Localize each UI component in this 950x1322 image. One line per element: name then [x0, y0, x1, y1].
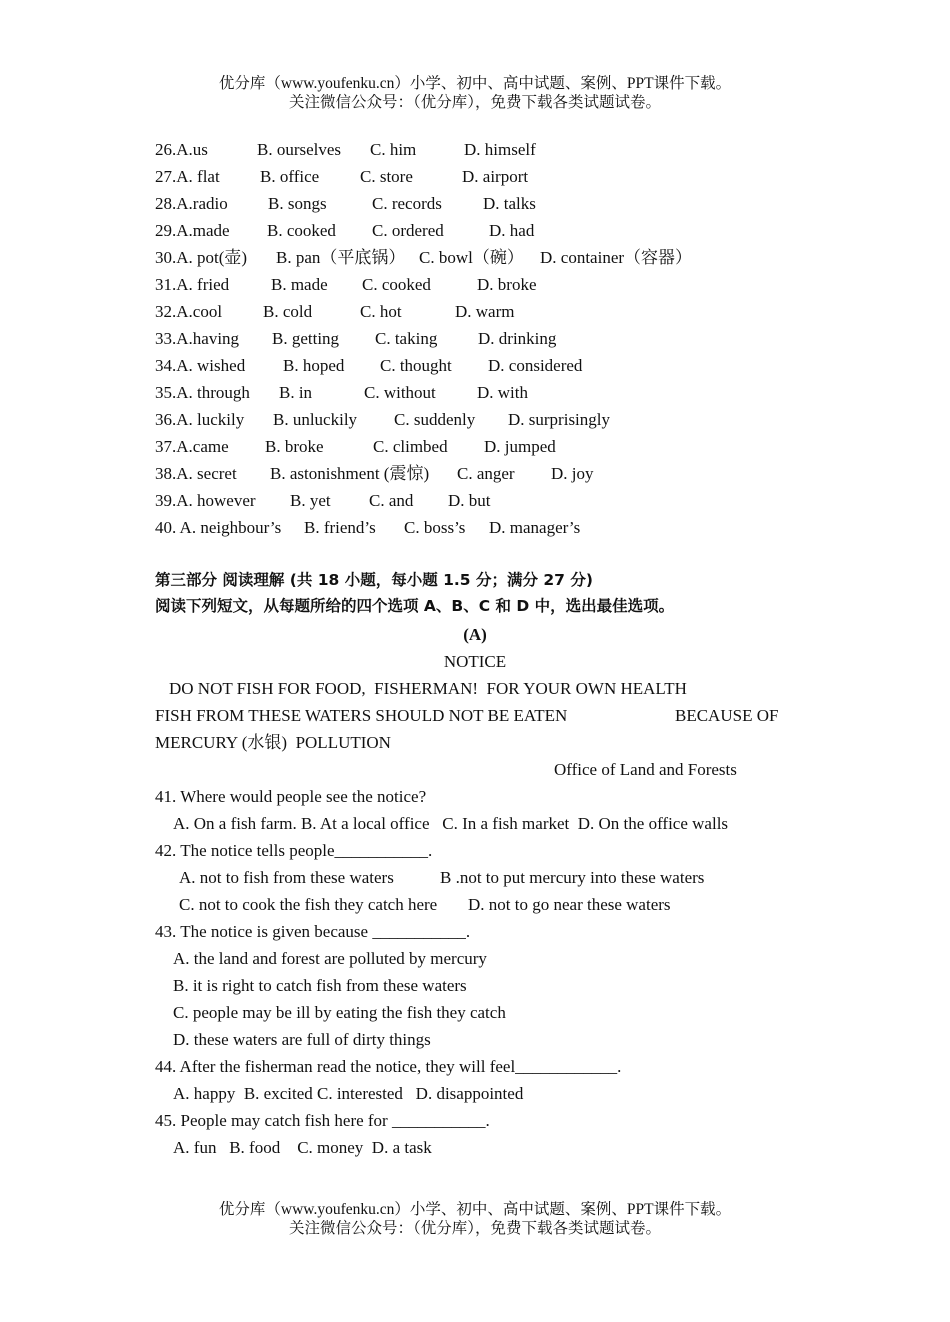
cloze-option-c: C. taking: [375, 329, 438, 348]
cloze-option-d: D. with: [477, 383, 528, 402]
question-43: 43. The notice is given because ___________.: [155, 922, 471, 941]
notice-line-2a: FISH FROM THESE WATERS SHOULD NOT BE EATEN: [155, 706, 568, 725]
header-line-1: 优分库（www.youfenku.cn）小学、初中、高中试题、案例、PPT课件下载。: [218, 75, 732, 92]
cloze-option-c: C. thought: [380, 356, 452, 375]
question-44: 44. After the fisherman read the notice, they will feel____________.: [155, 1057, 622, 1076]
footer-line-1: 优分库（www.youfenku.cn）小学、初中、高中试题、案例、PPT课件下载。: [218, 1201, 732, 1218]
cloze-option-a: 40. A. neighbour’s: [155, 518, 282, 537]
question-41-options: A. On a fish farm. B. At a local office C. In a fish market D. On the office walls: [173, 814, 729, 833]
cloze-option-a: 39.A. however: [155, 491, 256, 510]
cloze-option-a: 26.A.us: [155, 140, 208, 159]
cloze-option-d: D. himself: [464, 140, 536, 159]
cloze-option-d: D. jumped: [484, 437, 556, 456]
cloze-option-d: D. manager’s: [489, 518, 581, 537]
cloze-option-a: 28.A.radio: [155, 194, 228, 213]
cloze-option-b: B. getting: [272, 329, 340, 348]
cloze-option-c: C. hot: [360, 302, 402, 321]
section-title: 第三部分 阅读理解 (共 18 小题，每小题 1.5 分；满分 27 分): [155, 571, 593, 589]
question-43-option-c: C. people may be ill by eating the fish they catch: [173, 1003, 506, 1022]
cloze-option-b: B. unluckily: [273, 410, 358, 429]
cloze-option-b: B. cooked: [267, 221, 336, 240]
cloze-option-a: 36.A. luckily: [155, 410, 245, 429]
cloze-option-a: 37.A.came: [155, 437, 229, 456]
cloze-option-b: B. yet: [290, 491, 331, 510]
cloze-option-c: C. ordered: [372, 221, 444, 240]
cloze-option-c: C. climbed: [373, 437, 448, 456]
cloze-option-a: 29.A.made: [155, 221, 230, 240]
cloze-option-b: B. cold: [263, 302, 313, 321]
cloze-option-a: 33.A.having: [155, 329, 240, 348]
notice-line-1: DO NOT FISH FOR FOOD, FISHERMAN! FOR YOUR OWN HEALTH: [169, 679, 687, 698]
cloze-option-a: 30.A. pot(壶): [155, 248, 248, 267]
cloze-option-d: D. surprisingly: [508, 410, 610, 429]
cloze-option-a: 35.A. through: [155, 383, 250, 402]
cloze-option-d: D. warm: [455, 302, 515, 321]
question-45-options: A. fun B. food C. money D. a task: [173, 1138, 432, 1157]
cloze-option-b: B. in: [279, 383, 313, 402]
cloze-option-d: D. airport: [462, 167, 529, 186]
header-line-2: 关注微信公众号：（优分库），免费下载各类试题试卷。: [288, 94, 661, 111]
cloze-option-a: 34.A. wished: [155, 356, 246, 375]
cloze-option-c: C. boss’s: [404, 518, 466, 537]
cloze-option-c: C. records: [372, 194, 442, 213]
section-instruction: 阅读下列短文，从每题所给的四个选项 A、B、C 和 D 中，选出最佳选项。: [155, 597, 675, 615]
question-43-option-a: A. the land and forest are polluted by mercury: [173, 949, 487, 968]
question-42-option-c: C. not to cook the fish they catch here: [179, 895, 438, 914]
notice-signature: Office of Land and Forests: [554, 760, 737, 779]
cloze-option-c: C. store: [360, 167, 413, 186]
cloze-option-b: B. hoped: [283, 356, 345, 375]
cloze-option-c: C. him: [370, 140, 417, 159]
cloze-option-b: B. broke: [265, 437, 324, 456]
cloze-option-d: D. container（容器）: [540, 248, 693, 267]
question-43-option-b: B. it is right to catch fish from these waters: [173, 976, 467, 995]
cloze-option-d: D. had: [489, 221, 535, 240]
cloze-option-b: B. office: [260, 167, 320, 186]
cloze-option-b: B. astonishment (震惊): [270, 464, 430, 483]
cloze-option-c: C. cooked: [362, 275, 431, 294]
cloze-option-d: D. broke: [477, 275, 537, 294]
cloze-option-d: D. considered: [488, 356, 583, 375]
notice-line-3: MERCURY (水银) POLLUTION: [155, 733, 391, 752]
cloze-option-b: B. pan（平底锅）: [276, 248, 406, 267]
cloze-option-d: D. drinking: [478, 329, 557, 348]
question-43-option-d: D. these waters are full of dirty things: [173, 1030, 431, 1049]
cloze-option-d: D. talks: [483, 194, 536, 213]
question-42-option-d: D. not to go near these waters: [468, 895, 671, 914]
cloze-option-c: C. bowl（碗）: [419, 248, 524, 267]
cloze-option-b: B. songs: [268, 194, 327, 213]
cloze-option-a: 27.A. flat: [155, 167, 220, 186]
cloze-option-c: C. suddenly: [394, 410, 476, 429]
notice-title: NOTICE: [443, 652, 507, 671]
footer-line-2: 关注微信公众号：（优分库），免费下载各类试题试卷。: [288, 1220, 661, 1237]
question-42-option-a: A. not to fish from these waters: [179, 868, 394, 887]
cloze-option-a: 38.A. secret: [155, 464, 237, 483]
cloze-option-c: C. without: [364, 383, 436, 402]
cloze-option-b: B. ourselves: [257, 140, 342, 159]
cloze-option-c: C. and: [369, 491, 414, 510]
notice-line-2b: BECAUSE OF: [675, 706, 779, 725]
question-45: 45. People may catch fish here for ___________.: [155, 1111, 490, 1130]
cloze-option-a: 31.A. fried: [155, 275, 230, 294]
cloze-option-b: B. made: [271, 275, 328, 294]
question-41: 41. Where would people see the notice?: [155, 787, 427, 806]
question-44-options: A. happy B. excited C. interested D. disappointed: [173, 1084, 524, 1103]
cloze-option-a: 32.A.cool: [155, 302, 223, 321]
cloze-option-d: D. joy: [551, 464, 594, 483]
cloze-option-c: C. anger: [457, 464, 515, 483]
cloze-option-d: D. but: [448, 491, 491, 510]
cloze-option-b: B. friend’s: [304, 518, 376, 537]
question-42-option-b: B .not to put mercury into these waters: [440, 868, 705, 887]
passage-label: (A): [463, 625, 487, 644]
question-42: 42. The notice tells people___________.: [155, 841, 433, 860]
